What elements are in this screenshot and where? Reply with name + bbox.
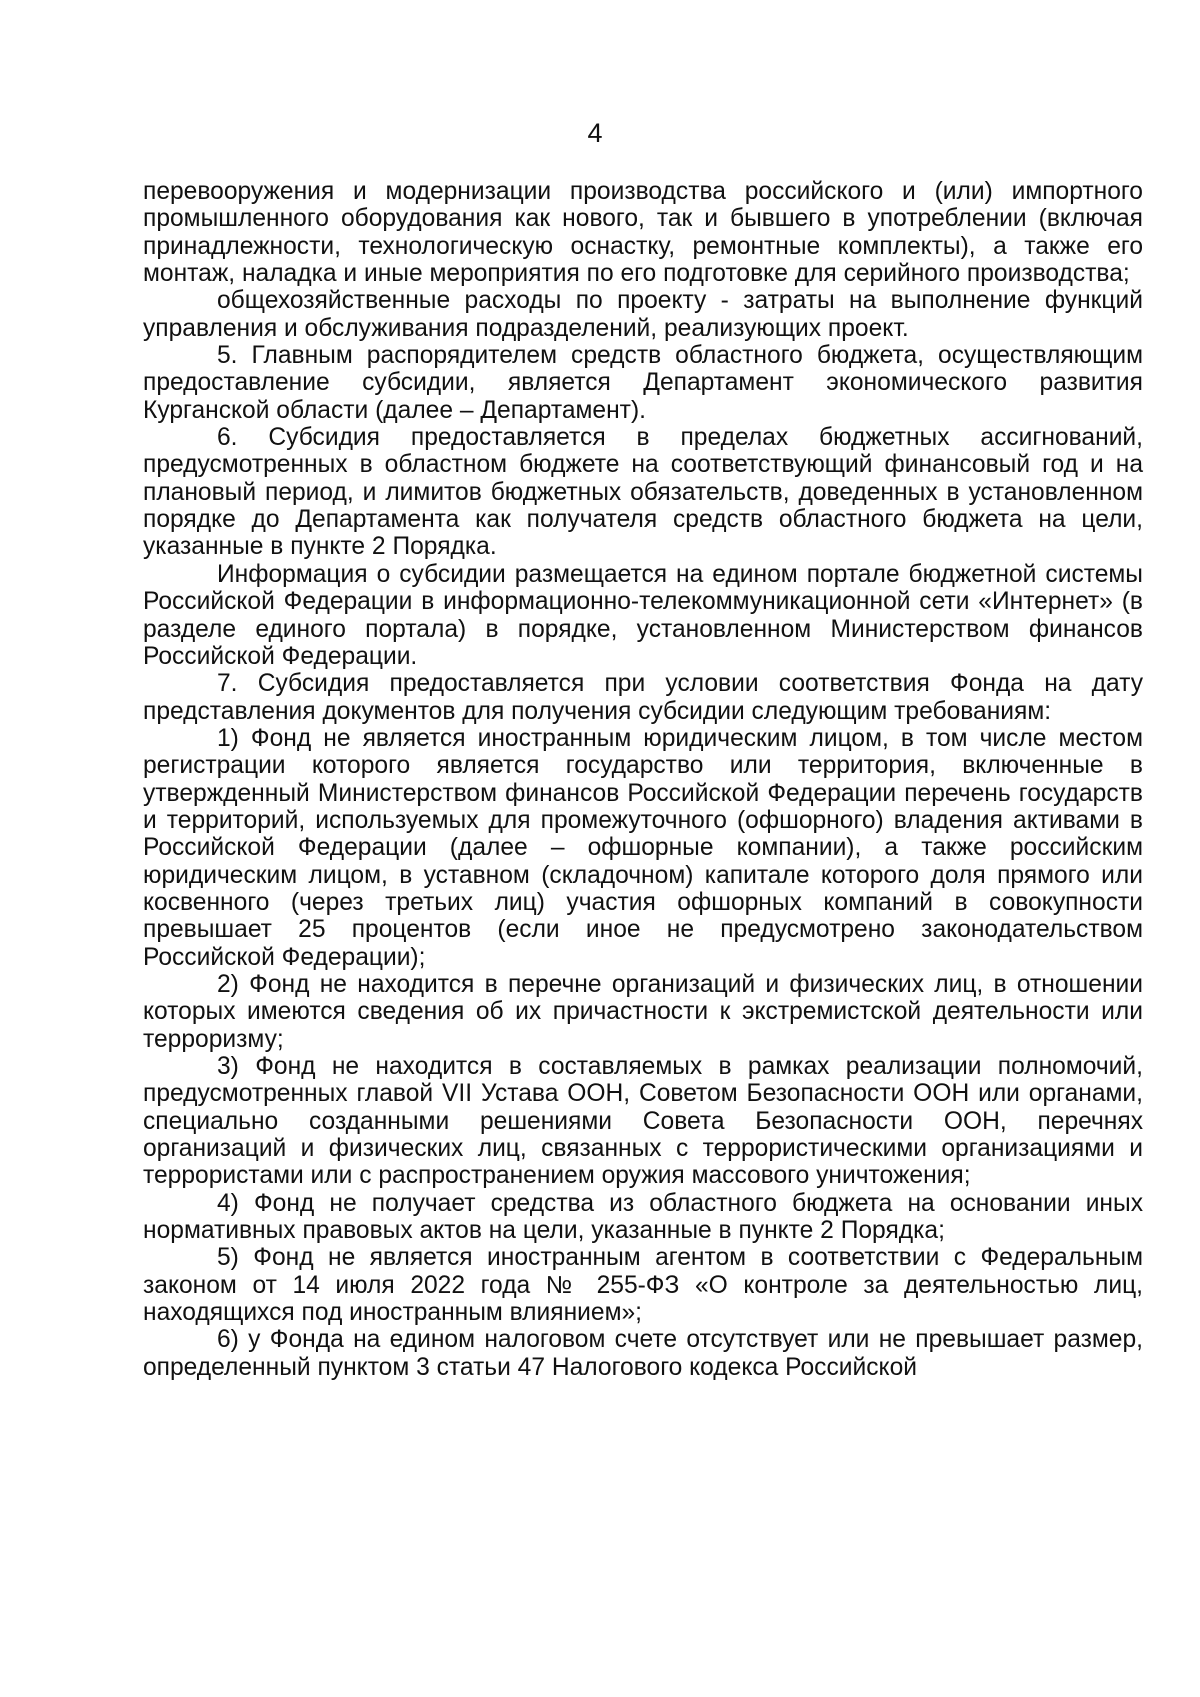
paragraph: 5. Главным распорядителем средств областного бюджета, осуществляющим предоставление субсидии, является Департамент экономического развития Курганской области (далее – Департамент). (143, 342, 1143, 424)
page-number: 4 (587, 118, 603, 148)
list-item: 6) у Фонда на едином налоговом счете отсутствует или не превышает размер, определенный пунктом 3 статьи 47 Налогового кодекса Российской (143, 1326, 1143, 1381)
list-item: 5) Фонд не является иностранным агентом в соответствии с Федеральным законом от 14 июля 2022 года № 255-ФЗ «О контроле за деятельностью лиц, находящихся под иностранным влиянием»; (143, 1244, 1143, 1327)
list-item: 3) Фонд не находится в составляемых в рамках реализации полномочий, предусмотренных главой VII Устава ООН, Советом Безопасности ООН или органами, специально созданными решениями Совета Безопасности ООН, перечнях организаций и физических лиц, связанных с террористическими организациями и террористами или с распространением оружия массового уничтожения; (143, 1053, 1143, 1190)
list-item: 4) Фонд не получает средства из областного бюджета на основании иных нормативных правовых актов на цели, указанные в пункте 2 Порядка; (143, 1189, 1143, 1245)
list-item: 1) Фонд не является иностранным юридическим лицом, в том числе местом регистрации которого является государство или территория, включенные в утвержденный Министерством финансов Российской Федерации перечень государств и территорий, используемых для промежуточного (офшорного) владения активами в Российской Федерации (далее – офшорные компании), а также российским юридическим лицом, в уставном (складочном) капитале которого доля прямого или косвенного (через третьих лиц) участия офшорных компаний в совокупности превышает 25 процентов (если иное не предусмотрено законодательством Российской Федерации); (143, 724, 1143, 971)
document-body (143, 178, 1143, 1381)
paragraph: Информация о субсидии размещается на едином портале бюджетной системы Российской Федерации в информационно-телекоммуникационной сети «Интернет» (в разделе единого портала) в порядке, установленном Министерством финансов Российской Федерации. (143, 560, 1143, 670)
paragraph: общехозяйственные расходы по проекту - затраты на выполнение функций управления и обслуживания подразделений, реализующих проект. (143, 287, 1143, 342)
paragraph: перевооружения и модернизации производства российского и (или) импортного промышленного оборудования как нового, так и бывшего в употреблении (включая принадлежности, технологическую оснастку, ремонтные комплекты), а также его монтаж, наладка и иные мероприятия по его подготовке для серийного производства; (143, 178, 1143, 288)
paragraph: 6. Субсидия предоставляется в пределах бюджетных ассигнований, предусмотренных в областном бюджете на соответствующий финансовый год и на плановый период, и лимитов бюджетных обязательств, доведенных в установленном порядке до Департамента как получателя средств областного бюджета на цели, указанные в пункте 2 Порядка. (143, 424, 1143, 561)
list-item: 2) Фонд не находится в перечне организаций и физических лиц, в отношении которых имеются сведения об их причастности к экстремистской деятельности или терроризму; (143, 970, 1143, 1053)
paragraph: 7. Субсидия предоставляется при условии соответствия Фонда на дату представления документов для получения субсидии следующим требованиям: (143, 670, 1143, 725)
